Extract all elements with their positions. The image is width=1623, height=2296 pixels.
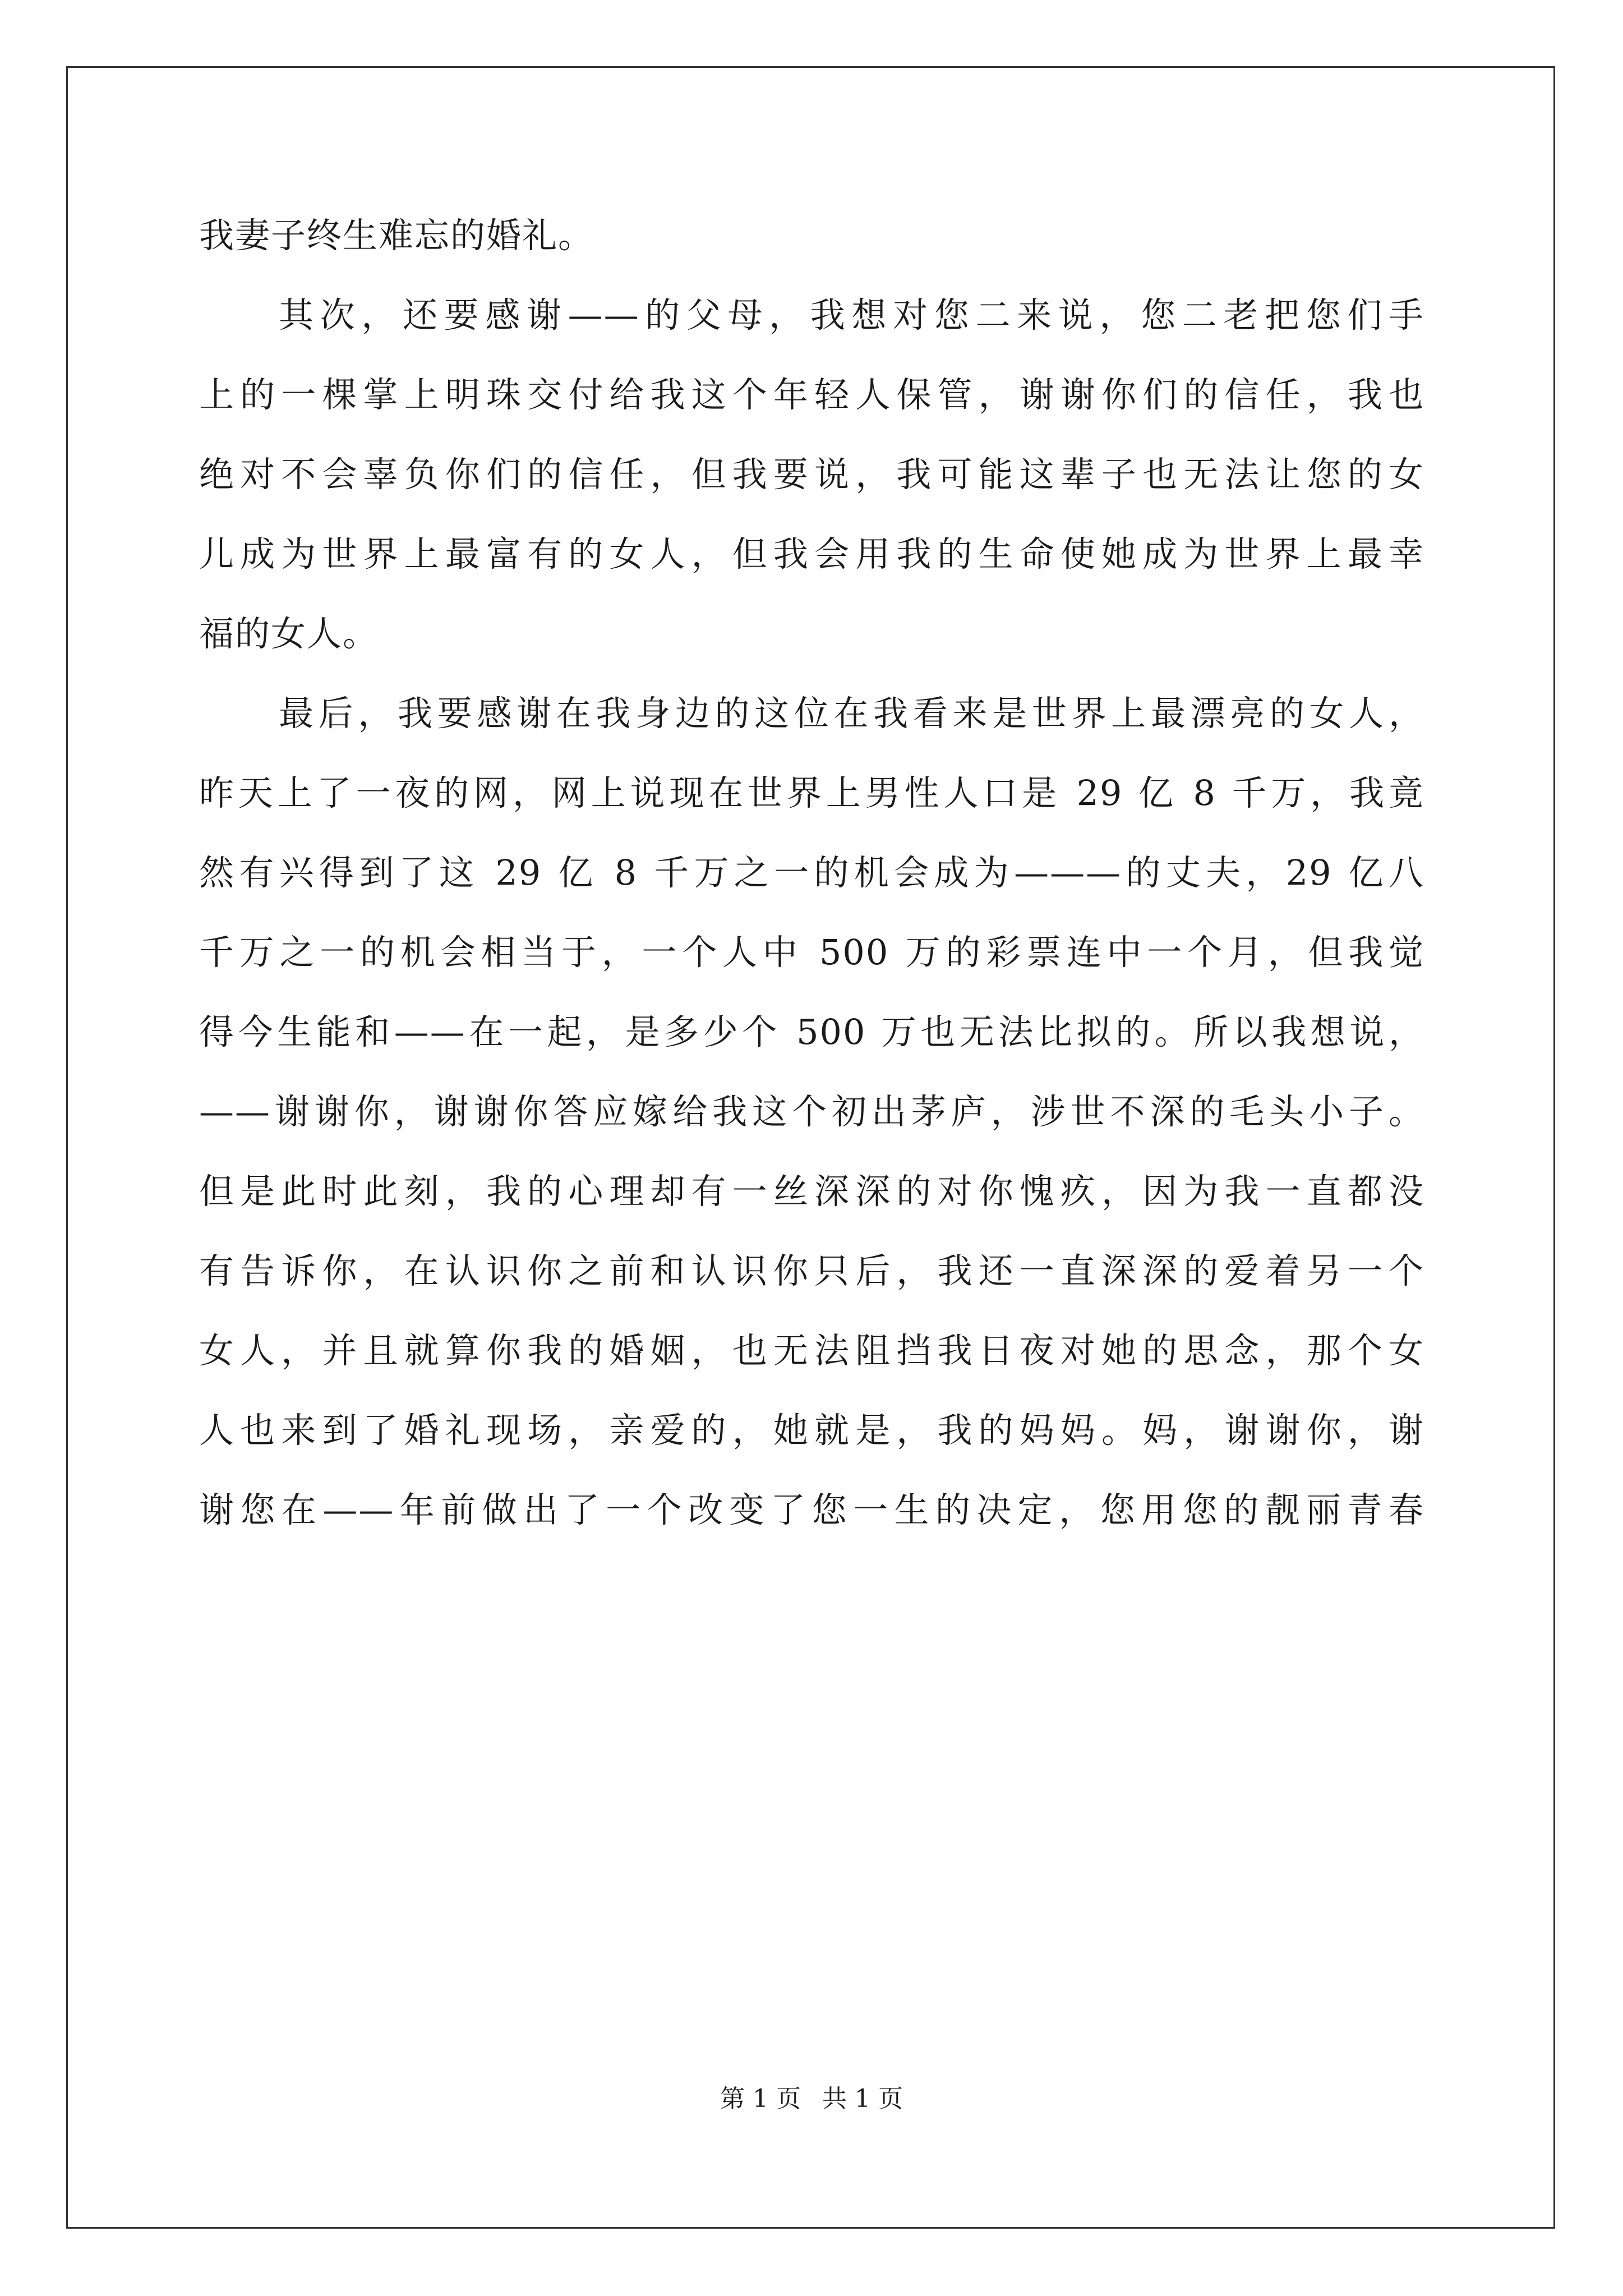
- text-line: 福的女人。: [199, 613, 379, 654]
- text-line: 昨天上了一夜的网，网上说现在世界上男性人口是 29 亿 8 千万，我竟: [199, 772, 1424, 813]
- page-number-total: 共 1 页: [822, 2085, 903, 2113]
- text-line: 得今生能和——在一起，是多少个 500 万也无法比拟的。所以我想说，: [199, 1011, 1424, 1052]
- text-line: 谢您在——年前做出了一个改变了您一生的决定，您用您的靓丽青春: [199, 1489, 1424, 1530]
- page-number-current: 第 1 页: [720, 2085, 801, 2113]
- text-line: 上的一棵掌上明珠交付给我这个年轻人保管，谢谢你们的信任，我也: [199, 374, 1424, 415]
- text-line: 千万之一的机会相当于，一个人中 500 万的彩票连中一个月，但我觉: [199, 932, 1424, 973]
- text-line: 最后，我要感谢在我身边的这位在我看来是世界上最漂亮的女人，: [279, 693, 1424, 734]
- text-line: 我妻子终生难忘的婚礼。: [199, 215, 594, 256]
- text-line: 绝对不会辜负你们的信任，但我要说，我可能这辈子也无法让您的女: [199, 454, 1424, 495]
- text-line: 其次，还要感谢——的父母，我想对您二来说，您二老把您们手: [279, 295, 1424, 335]
- text-line: 然有兴得到了这 29 亿 8 千万之一的机会成为———的丈夫，29 亿八: [199, 852, 1424, 893]
- text-line: 女人，并且就算你我的婚姻，也无法阻挡我日夜对她的思念，那个女: [199, 1330, 1424, 1371]
- text-line: 人也来到了婚礼现场，亲爱的，她就是，我的妈妈。妈，谢谢你，谢: [199, 1410, 1424, 1451]
- text-line: 但是此时此刻，我的心理却有一丝深深的对你愧疚，因为我一直都没: [199, 1171, 1424, 1212]
- text-line: ——谢谢你，谢谢你答应嫁给我这个初出茅庐，涉世不深的毛头小子。: [199, 1091, 1424, 1132]
- text-line: 有告诉你，在认识你之前和认识你只后，我还一直深深的爱着另一个: [199, 1250, 1424, 1291]
- page-footer: [0, 2082, 1623, 2116]
- text-line: 儿成为世界上最富有的女人，但我会用我的生命使她成为世界上最幸: [199, 533, 1424, 574]
